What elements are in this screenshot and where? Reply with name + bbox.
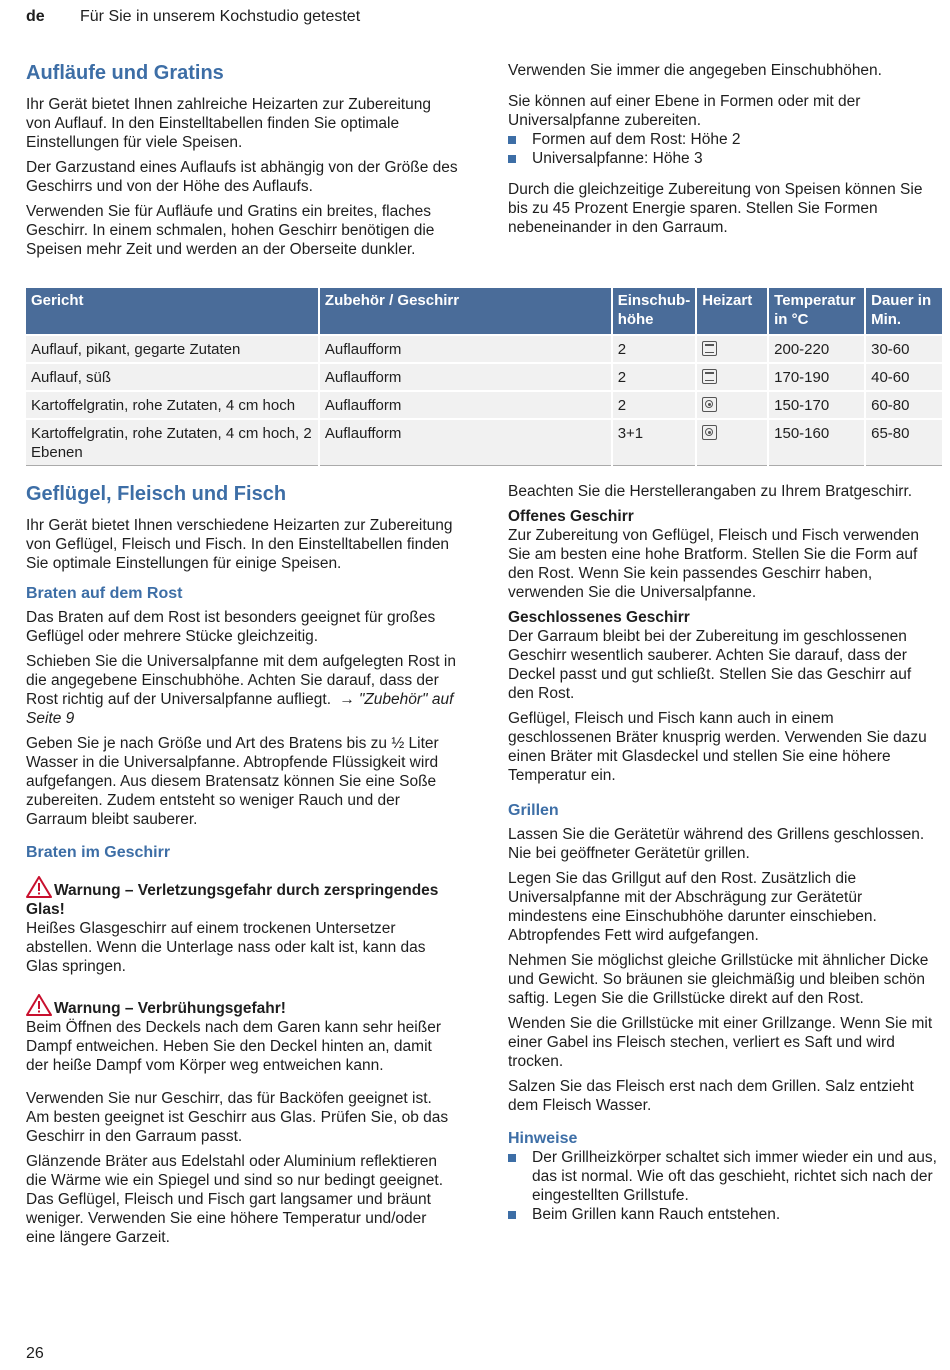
paragraph: Das Braten auf dem Rost ist besonders geeignet für großes Geflügel oder mehrere Stücke gleichzeitig. bbox=[26, 609, 436, 645]
column-header: Gericht bbox=[26, 288, 319, 335]
table-cell: 65-80 bbox=[865, 419, 942, 466]
header-language: de bbox=[26, 8, 45, 25]
table-cell: 2 bbox=[612, 363, 697, 391]
warning-text: Beim Öffnen des Deckels nach dem Garen kann sehr heißer Dampf entweichen. Heben Sie den Deckel hinten an, damit der heiße Dampf vom Körper weg entweichen kann. bbox=[26, 1019, 441, 1074]
paragraph: Ihr Gerät bietet Ihnen zahlreiche Heizarten zur Zubereitung von Auflauf. In den Einstelltabellen finden Sie optimale Einstellungen für viele Speisen. bbox=[26, 96, 431, 151]
table-cell: Auflaufform bbox=[319, 419, 612, 466]
cross-reference-link[interactable]: "Zubehör" auf Seite 9 bbox=[26, 691, 454, 727]
top-bottom-heat-icon bbox=[702, 341, 717, 356]
paragraph: Geflügel, Fleisch und Fisch kann auch in einem geschlossenen Bräter knusprig werden. Verwenden Sie dazu einen Bräter mit Glasdeckel und stellen Sie eine höhere Temperatur ein. bbox=[508, 710, 927, 784]
bullet-icon bbox=[508, 1154, 516, 1162]
table-cell: 60-80 bbox=[865, 391, 942, 419]
subheading-offenes-geschirr: Offenes Geschirr bbox=[508, 508, 634, 525]
bullet-icon bbox=[508, 136, 516, 144]
arrow-right-icon: → bbox=[339, 691, 355, 708]
table-cell: Auflaufform bbox=[319, 335, 612, 363]
subheading-hinweise: Hinweise bbox=[508, 1130, 578, 1147]
paragraph: Lassen Sie die Gerätetür während des Grillens geschlossen. Nie bei geöffneter Gerätetür grillen. bbox=[508, 826, 925, 862]
paragraph: Schieben Sie die Universalpfanne mit dem aufgelegten Rost in die angegebene Einschubhöhe. Achten Sie darauf, dass der Rost richtig auf der Universalpfanne aufliegt. → "Zubehör" auf Seite 9 bbox=[26, 653, 456, 727]
table-cell: Kartoffelgratin, rohe Zutaten, 4 cm hoch bbox=[26, 391, 319, 419]
subheading-geschlossenes-geschirr: Geschlossenes Geschirr bbox=[508, 609, 690, 626]
table-cell: 30-60 bbox=[865, 335, 942, 363]
table-cell bbox=[696, 335, 768, 363]
top-bottom-heat-icon bbox=[702, 369, 717, 384]
hot-air-icon bbox=[702, 425, 717, 440]
table-row bbox=[26, 391, 942, 419]
paragraph: Beachten Sie die Herstellerangaben zu Ihrem Bratgeschirr. bbox=[508, 483, 913, 500]
column-header: Dauer in Min. bbox=[865, 288, 942, 335]
bullet-list bbox=[508, 130, 940, 168]
table-cell: 150-160 bbox=[768, 419, 865, 466]
column-header: Temperatur in °C bbox=[768, 288, 865, 335]
table-cell: Kartoffelgratin, rohe Zutaten, 4 cm hoch, 2 Ebenen bbox=[26, 419, 319, 466]
warning-box bbox=[26, 994, 458, 1075]
warning-title: Warnung – Verbrühungsgefahr! bbox=[54, 1000, 286, 1017]
paragraph: Verwenden Sie immer die angegeben Einschubhöhen. bbox=[508, 62, 882, 79]
table-cell: 150-170 bbox=[768, 391, 865, 419]
list-item: Formen auf dem Rost: Höhe 2 bbox=[508, 130, 940, 149]
paragraph: Wenden Sie die Grillstücke mit einer Grillzange. Wenn Sie mit einer Gabel ins Fleisch stechen, verliert es Saft und wird trocken. bbox=[508, 1015, 933, 1070]
page-number: 26 bbox=[26, 1345, 44, 1362]
table-cell: 3+1 bbox=[612, 419, 697, 466]
table-row bbox=[26, 419, 942, 466]
section-heading-auflaeufe: Aufläufe und Gratins bbox=[26, 62, 224, 84]
bullet-icon bbox=[508, 155, 516, 163]
column-header: Zubehör / Geschirr bbox=[319, 288, 612, 335]
section-aufläufe-right bbox=[508, 61, 940, 243]
warning-text: Heißes Glasgeschirr auf einem trockenen Untersetzer abstellen. Wenn die Unterlage nass oder kalt ist, kann das Glas springen. bbox=[26, 920, 426, 975]
table-cell: 170-190 bbox=[768, 363, 865, 391]
warning-title: Warnung – Verletzungsgefahr durch zerspringendes Glas! bbox=[26, 882, 439, 918]
warning-box bbox=[26, 876, 458, 976]
subheading-grillen: Grillen bbox=[508, 802, 559, 819]
table-cell: 40-60 bbox=[865, 363, 942, 391]
table-header-row bbox=[26, 288, 942, 335]
paragraph: Der Garraum bleibt bei der Zubereitung im geschlossenen Geschirr wesentlich sauberer. Achten Sie darauf, dass der Deckel passt und gut schließt. Stellen Sie das Geschirr auf den Rost. bbox=[508, 628, 912, 702]
paragraph: Glänzende Bräter aus Edelstahl oder Aluminium reflektieren die Wärme wie ein Spiegel und sind so nur bedingt geeignet. Das Geflügel, Fleisch und Fisch gart langsamer und bräunt weniger. Verwenden Sie eine höhere Temperatur und/oder eine längere Garzeit. bbox=[26, 1153, 444, 1246]
section-gefluegel-right bbox=[508, 482, 940, 1236]
table-cell: 200-220 bbox=[768, 335, 865, 363]
header-title: Für Sie in unserem Kochstudio getestet bbox=[80, 8, 361, 25]
paragraph: Verwenden Sie nur Geschirr, das für Backöfen geeignet ist. Am besten geeignet ist Geschirr aus Glas. Prüfen Sie, ob das Geschirr in den Garraum passt. bbox=[26, 1090, 449, 1145]
column-header: Einschub-höhe bbox=[612, 288, 697, 335]
paragraph: Verwenden Sie für Aufläufe und Gratins ein breites, flaches Geschirr. In einem schmalen, hohen Geschirr benötigen die Speisen mehr Zeit und werden an der Oberseite dunkler. bbox=[26, 203, 435, 258]
section-heading-gefluegel: Geflügel, Fleisch und Fisch bbox=[26, 483, 287, 505]
paragraph: Sie können auf einer Ebene in Formen oder mit der Universalpfanne zubereiten. bbox=[508, 93, 861, 129]
paragraph: Durch die gleichzeitige Zubereitung von Speisen können Sie bis zu 45 Prozent Energie sparen. Stellen Sie Formen nebeneinander in den Garraum. bbox=[508, 181, 923, 236]
settings-table bbox=[26, 288, 942, 466]
table-cell: 2 bbox=[612, 335, 697, 363]
table-cell: 2 bbox=[612, 391, 697, 419]
hot-air-icon bbox=[702, 397, 717, 412]
table-cell bbox=[696, 363, 768, 391]
table-cell: Auflaufform bbox=[319, 391, 612, 419]
table-cell: Auflauf, pikant, gegarte Zutaten bbox=[26, 335, 319, 363]
bullet-list bbox=[508, 1148, 940, 1224]
paragraph: Geben Sie je nach Größe und Art des Bratens bis zu ½ Liter Wasser in die Universalpfanne. Abtropfende Flüssigkeit wird aufgefangen. Aus diesem Bratensatz können Sie eine Soße zubereiten. Zudem entsteht so weniger Rauch und der Garraum bleibt sauberer. bbox=[26, 735, 439, 828]
list-item: Beim Grillen kann Rauch entstehen. bbox=[508, 1205, 940, 1224]
paragraph: Ihr Gerät bietet Ihnen verschiedene Heizarten zur Zubereitung von Geflügel, Fleisch und Fisch. In den Einstelltabellen finden Sie optimale Einstellungen für einige Speisen. bbox=[26, 517, 453, 572]
subheading-braten-geschirr: Braten im Geschirr bbox=[26, 844, 171, 861]
table-cell bbox=[696, 391, 768, 419]
paragraph: Legen Sie das Grillgut auf den Rost. Zusätzlich die Universalpfanne mit der Abschrägung zur Gerätetür mindestens eine Einschubhöhe darunter einschieben. Abtropfendes Fett wird aufgefangen. bbox=[508, 870, 877, 944]
section-gefluegel-left bbox=[26, 482, 458, 1253]
table-cell: Auflaufform bbox=[319, 363, 612, 391]
column-header: Heizart bbox=[696, 288, 768, 335]
table-row bbox=[26, 363, 942, 391]
section-aufläufe-left bbox=[26, 61, 458, 265]
paragraph: Zur Zubereitung von Geflügel, Fleisch und Fisch verwenden Sie am besten eine hohe Bratform. Stellen Sie die Form auf den Rost. Wenn Sie kein passendes Geschirr haben, verwenden Sie die Universalpfanne. bbox=[508, 527, 919, 601]
list-item: Der Grillheizkörper schaltet sich immer wieder ein und aus, das ist normal. Wie oft das geschieht, richtet sich nach der eingestellten Grillstufe. bbox=[508, 1148, 940, 1205]
warning-triangle-icon bbox=[26, 994, 52, 1016]
paragraph: Der Garzustand eines Auflaufs ist abhängig von der Größe des Geschirrs und von der Höhe des Auflaufs. bbox=[26, 159, 458, 195]
paragraph: Salzen Sie das Fleisch erst nach dem Grillen. Salz entzieht dem Fleisch Wasser. bbox=[508, 1078, 914, 1114]
table-cell: Auflauf, süß bbox=[26, 363, 319, 391]
list-item: Universalpfanne: Höhe 3 bbox=[508, 149, 940, 168]
subheading-braten-rost: Braten auf dem Rost bbox=[26, 585, 183, 602]
bullet-icon bbox=[508, 1211, 516, 1219]
warning-triangle-icon bbox=[26, 876, 52, 898]
table-cell bbox=[696, 419, 768, 466]
table-row bbox=[26, 335, 942, 363]
paragraph: Nehmen Sie möglichst gleiche Grillstücke mit ähnlicher Dicke und Gewicht. So bräunen sie gleichmäßig und bleiben schön saftig. Legen Sie die Grillstücke direkt auf den Rost. bbox=[508, 952, 929, 1007]
